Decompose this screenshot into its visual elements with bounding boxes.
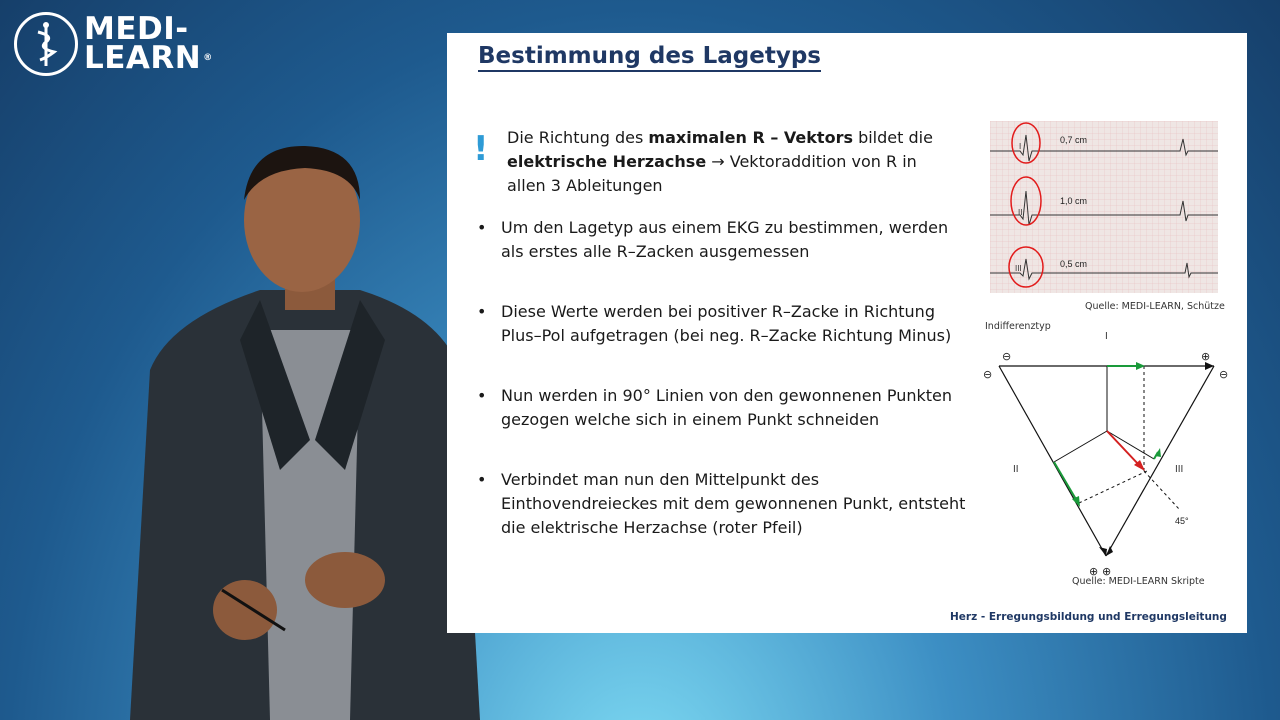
plus-pole-label: ⊕	[1102, 565, 1112, 578]
bullet-item: • Verbindet man nun den Mittelpunkt des Einthovendreieckes mit dem gewonnenen Punkt, entsteht die elektrische Herzachse (roter Pfeil)	[475, 468, 975, 540]
medi-learn-logo	[14, 12, 213, 76]
ekg-lead-label: I	[1019, 142, 1022, 151]
angle-label: 45°	[1175, 516, 1189, 526]
minus-pole-label: ⊖	[1002, 350, 1012, 363]
bullet-item: • Diese Werte werden bei positiver R–Zacke in Richtung Plus–Pol aufgetragen (bei neg. R–Zacke Richtung Minus)	[475, 300, 975, 348]
image-source-label: Quelle: MEDI-LEARN, Schütze	[1085, 301, 1225, 312]
ekg-measure-label: 0,7 cm	[1060, 135, 1088, 145]
intro-text: Die Richtung des maximalen R – Vektors bildet die elektrische Herzachse → Vektoraddition von R in allen 3 Ableitungen	[507, 128, 933, 195]
exclamation-icon: !	[473, 129, 489, 169]
slide-panel	[447, 33, 1247, 633]
logo-wordmark: MEDI- LEARN ®	[84, 11, 213, 76]
slide-title: Bestimmung des Lagetyps	[478, 43, 821, 72]
minus-pole-label: ⊖	[983, 368, 993, 381]
lead-ii-label: II	[1013, 464, 1019, 475]
ekg-measure-label: 1,0 cm	[1060, 196, 1088, 206]
ekg-measure-label: 0,5 cm	[1060, 259, 1088, 269]
ekg-strip-image	[990, 121, 1218, 293]
diagram-source-label: Quelle: MEDI-LEARN Skripte	[1072, 576, 1205, 587]
einthoven-triangle-diagram	[979, 323, 1239, 583]
caduceus-icon	[14, 12, 78, 76]
plus-pole-label: ⊕	[1089, 565, 1099, 578]
plus-pole-label: ⊕	[1201, 350, 1211, 363]
bullet-item: • Um den Lagetyp aus einem EKG zu bestimmen, werden als erstes alle R–Zacken ausgemessen	[475, 216, 975, 264]
ekg-lead-label: II	[1018, 208, 1023, 217]
minus-pole-label: ⊖	[1219, 368, 1229, 381]
slide-footer: Herz - Erregungsbildung und Erregungsleitung	[950, 611, 1227, 623]
bullet-list	[475, 216, 975, 540]
lead-i-label: I	[1105, 331, 1108, 342]
diagram-title: Indifferenztyp	[985, 321, 1051, 332]
bullet-item: • Nun werden in 90° Linien von den gewonnenen Punkten gezogen welche sich in einem Punkt schneiden	[475, 384, 975, 432]
ekg-lead-label: III	[1015, 264, 1022, 273]
lead-iii-label: III	[1175, 464, 1184, 475]
